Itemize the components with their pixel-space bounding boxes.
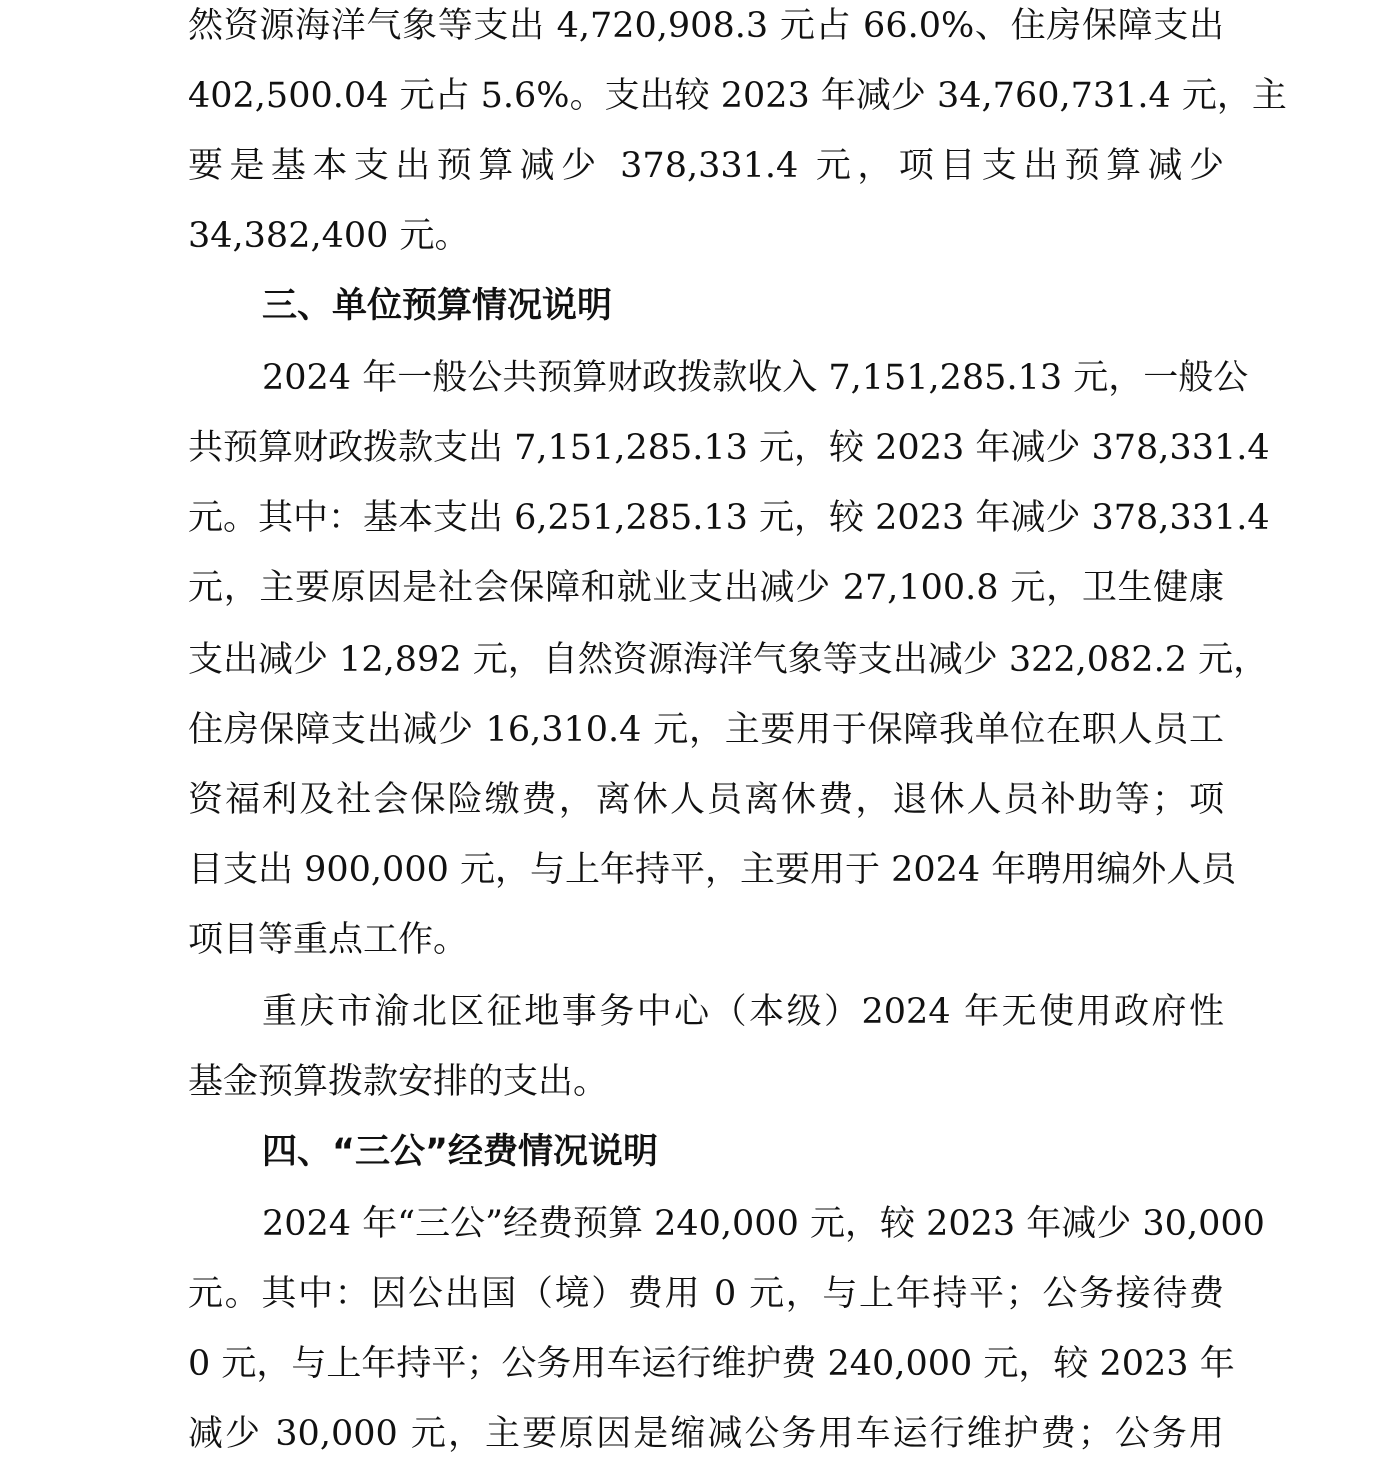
paragraph-4-line-3: 0 元，与上年持平；公务用车运行维护费 240,000 元，较 2023 年 <box>188 1344 1235 1384</box>
paragraph-4-line-2: 元。其中：因公出国（境）费用 0 元，与上年持平；公务接待费 <box>188 1274 1224 1314</box>
paragraph-2-line-1: 2024 年一般公共预算财政拨款收入 7,151,285.13 元，一般公 <box>262 358 1249 398</box>
section-heading-4: 四、“三公”经费情况说明 <box>262 1132 659 1172</box>
paragraph-2-line-9: 项目等重点工作。 <box>188 920 469 960</box>
paragraph-4-line-1: 2024 年“三公”经费预算 240,000 元，较 2023 年减少 30,000 <box>262 1204 1265 1244</box>
paragraph-2-line-4: 元，主要原因是社会保障和就业支出减少 27,100.8 元，卫生健康 <box>188 568 1224 608</box>
paragraph-3-line-1: 重庆市渝北区征地事务中心（本级）2024 年无使用政府性 <box>262 992 1224 1032</box>
paragraph-2-line-7: 资福利及社会保险缴费，离休人员离休费，退休人员补助等；项 <box>188 780 1224 820</box>
section-heading-3: 三、单位预算情况说明 <box>262 286 613 326</box>
paragraph-1-line-4: 34,382,400 元。 <box>188 216 470 256</box>
paragraph-2-line-6: 住房保障支出减少 16,310.4 元，主要用于保障我单位在职人员工 <box>188 710 1224 750</box>
paragraph-2-line-3: 元。其中：基本支出 6,251,285.13 元，较 2023 年减少 378,331.4 <box>188 498 1270 538</box>
paragraph-2-line-8: 目支出 900,000 元，与上年持平，主要用于 2024 年聘用编外人员 <box>188 850 1237 890</box>
paragraph-2-line-5: 支出减少 12,892 元，自然资源海洋气象等支出减少 322,082.2 元， <box>188 640 1269 680</box>
paragraph-1-line-1: 然资源海洋气象等支出 4,720,908.3 元占 66.0%、住房保障支出 <box>188 6 1224 46</box>
paragraph-1-line-3: 要是基本支出预算减少 378,331.4 元，项目支出预算减少 <box>188 146 1224 186</box>
paragraph-4-line-4: 减少 30,000 元，主要原因是缩减公务用车运行维护费；公务用 <box>188 1414 1224 1454</box>
paragraph-2-line-2: 共预算财政拨款支出 7,151,285.13 元，较 2023 年减少 378,331.4 <box>188 428 1270 468</box>
paragraph-1-line-2: 402,500.04 元占 5.6%。支出较 2023 年减少 34,760,731.4 元，主 <box>188 76 1287 116</box>
paragraph-3-line-2: 基金预算拨款安排的支出。 <box>188 1062 609 1102</box>
